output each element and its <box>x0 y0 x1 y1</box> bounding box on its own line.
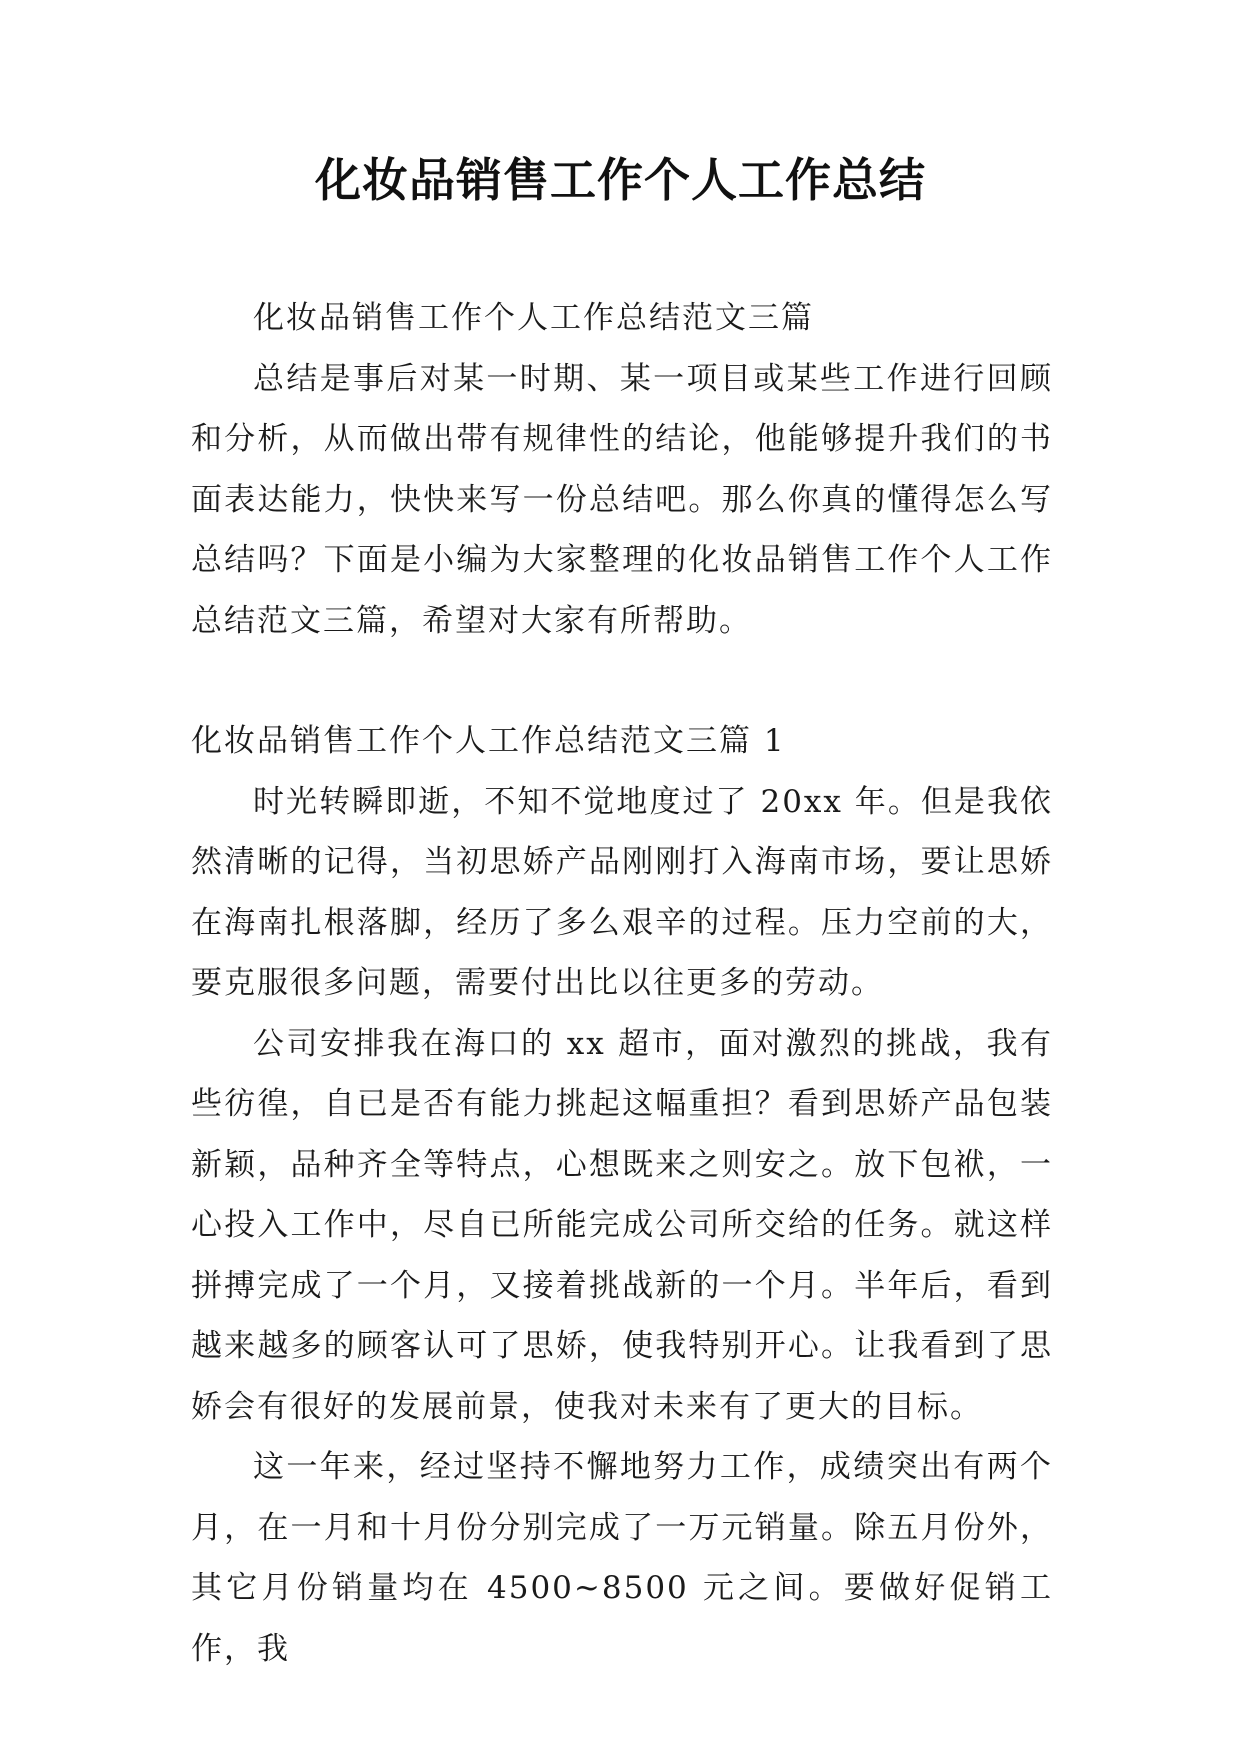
body-paragraph: 公司安排我在海口的 xx 超市，面对激烈的挑战，我有些彷徨，自已是否有能力挑起这幅重担？看到思娇产品包装新颖，品种齐全等特点，心想既来之则安之。放下包袱，一心投入工作中，尽自已所能完成公司所交给的任务。就这样拼搏完成了一个月，又接着挑战新的一个月。半年后，看到越来越多的顾客认可了思娇，使我特别开心。让我看到了思娇会有很好的发展前景，使我对未来有了更大的目标。 <box>191 1025 1053 1425</box>
document-subtitle: 化妆品销售工作个人工作总结范文三篇 <box>253 300 814 336</box>
document-body <box>191 288 1053 1679</box>
section-heading: 化妆品销售工作个人工作总结范文三篇 1 <box>191 723 786 759</box>
document-title: 化妆品销售工作个人工作总结 <box>315 153 926 207</box>
body-paragraph: 这一年来，经过坚持不懈地努力工作，成绩突出有两个月，在一月和十月份分别完成了一万元销量。除五月份外，其它月份销量均在 4500~8500 元之间。要做好促销工作，我 <box>191 1449 1053 1667</box>
intro-paragraph: 总结是事后对某一时期、某一项目或某些工作进行回顾和分析，从而做出带有规律性的结论，他能够提升我们的书面表达能力，快快来写一份总结吧。那么你真的懂得怎么写总结吗？下面是小编为大家整理的化妆品销售工作个人工作总结范文三篇，希望对大家有所帮助。 <box>191 360 1053 639</box>
body-paragraph: 时光转瞬即逝，不知不觉地度过了 20xx 年。但是我依然清晰的记得，当初思娇产品刚刚打入海南市场，要让思娇在海南扎根落脚，经历了多么艰辛的过程。压力空前的大，要克服很多问题，需要付出比以往更多的劳动。 <box>191 783 1053 1001</box>
